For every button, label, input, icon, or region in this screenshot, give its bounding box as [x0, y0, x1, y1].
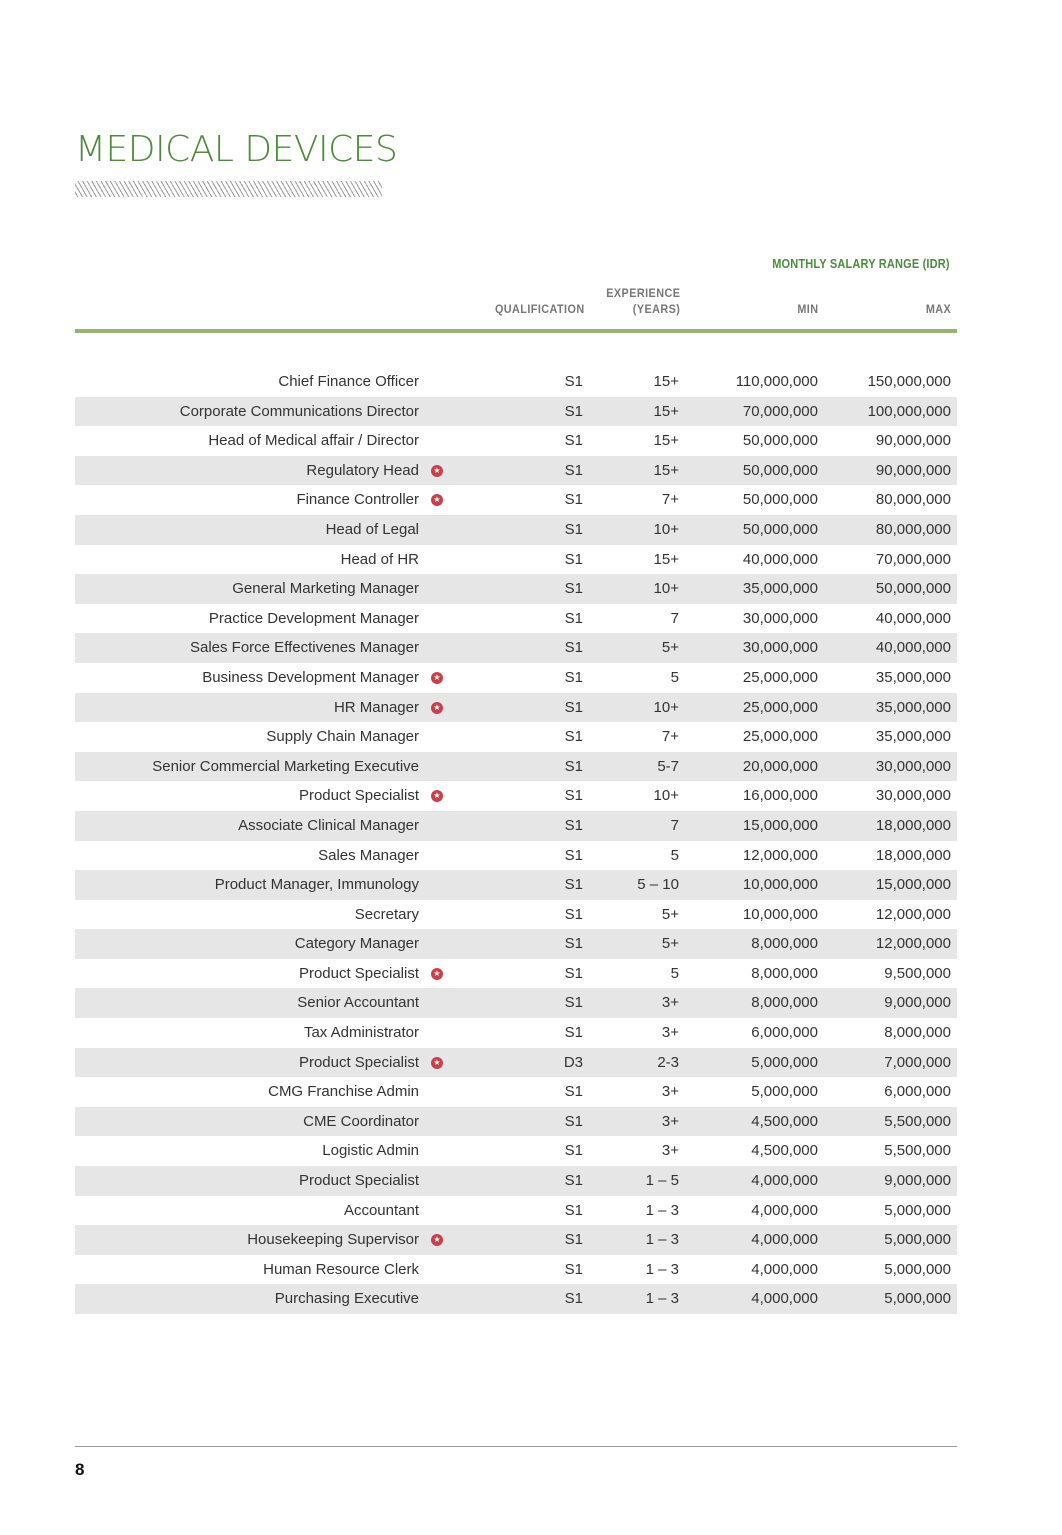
- footer-rule: [75, 1446, 957, 1447]
- min-salary-cell: 25,000,000: [742, 728, 818, 746]
- star-badge-icon: ★: [431, 968, 443, 980]
- job-title-cell: Product Specialist: [298, 787, 419, 805]
- max-salary-cell: 80,000,000: [875, 491, 951, 509]
- max-salary-cell: 50,000,000: [875, 580, 951, 598]
- experience-cell: 15+: [653, 550, 679, 568]
- column-header-qualification: QUALIFICATION: [495, 302, 585, 316]
- min-salary-cell: 4,000,000: [751, 1172, 818, 1190]
- experience-cell: 3+: [661, 1024, 679, 1042]
- job-title-cell: Senior Commercial Marketing Executive: [152, 757, 419, 775]
- column-header-experience-line1: EXPERIENCE: [605, 286, 680, 300]
- star-badge-icon: ★: [431, 1234, 443, 1246]
- max-salary-cell: 40,000,000: [875, 609, 951, 627]
- experience-cell: 7+: [661, 491, 679, 509]
- experience-cell: 3+: [661, 1142, 679, 1160]
- table-row: [75, 426, 957, 456]
- qualification-cell: S1: [564, 1260, 583, 1278]
- experience-cell: 10+: [653, 520, 679, 538]
- table-row: [75, 1077, 957, 1107]
- max-salary-cell: 5,500,000: [884, 1142, 951, 1160]
- experience-cell: 5: [670, 964, 679, 982]
- max-salary-cell: 35,000,000: [875, 728, 951, 746]
- max-salary-cell: 5,000,000: [884, 1260, 951, 1278]
- table-row: [75, 722, 957, 752]
- table-row: [75, 870, 957, 900]
- table-row: [75, 781, 957, 811]
- max-salary-cell: 35,000,000: [875, 668, 951, 686]
- max-salary-cell: 7,000,000: [884, 1053, 951, 1071]
- table-row: [75, 1225, 957, 1255]
- table-row: [75, 811, 957, 841]
- max-salary-cell: 40,000,000: [875, 639, 951, 657]
- qualification-cell: S1: [564, 491, 583, 509]
- table-row: [75, 959, 957, 989]
- experience-cell: 3+: [661, 1083, 679, 1101]
- job-title-cell: Sales Manager: [318, 846, 419, 864]
- max-salary-cell: 6,000,000: [884, 1083, 951, 1101]
- table-row: [75, 1018, 957, 1048]
- qualification-cell: S1: [564, 1290, 583, 1308]
- qualification-cell: S1: [564, 905, 583, 923]
- experience-cell: 10+: [653, 698, 679, 716]
- job-title-cell: Practice Development Manager: [208, 609, 419, 627]
- star-badge-icon: ★: [431, 790, 443, 802]
- qualification-cell: S1: [564, 964, 583, 982]
- qualification-cell: S1: [564, 728, 583, 746]
- job-title-cell: Product Specialist: [298, 1053, 419, 1071]
- max-salary-cell: 15,000,000: [875, 876, 951, 894]
- experience-cell: 7+: [661, 728, 679, 746]
- table-row: [75, 752, 957, 782]
- job-title-cell: Finance Controller: [296, 491, 419, 509]
- qualification-cell: S1: [564, 609, 583, 627]
- job-title-cell: Purchasing Executive: [274, 1290, 419, 1308]
- job-title-cell: Housekeeping Supervisor: [247, 1231, 419, 1249]
- star-badge-icon: ★: [431, 494, 443, 506]
- qualification-cell: S1: [564, 1231, 583, 1249]
- max-salary-cell: 100,000,000: [867, 402, 951, 420]
- job-title-cell: Accountant: [343, 1201, 419, 1219]
- qualification-cell: S1: [564, 1083, 583, 1101]
- max-salary-cell: 12,000,000: [875, 905, 951, 923]
- salary-range-group-header: MONTHLY SALARY RANGE (IDR): [772, 257, 950, 271]
- min-salary-cell: 4,000,000: [751, 1231, 818, 1249]
- experience-cell: 1 – 3: [645, 1260, 679, 1278]
- table-row: [75, 1107, 957, 1137]
- job-title-cell: Head of HR: [340, 550, 419, 568]
- table-row: [75, 900, 957, 930]
- job-title-cell: Tax Administrator: [303, 1024, 419, 1042]
- max-salary-cell: 5,500,000: [884, 1112, 951, 1130]
- experience-cell: 5+: [661, 639, 679, 657]
- experience-cell: 10+: [653, 787, 679, 805]
- job-title-cell: Product Manager, Immunology: [214, 876, 419, 894]
- qualification-cell: S1: [564, 698, 583, 716]
- experience-cell: 1 – 3: [645, 1201, 679, 1219]
- job-title-cell: Category Manager: [294, 935, 419, 953]
- experience-cell: 15+: [653, 402, 679, 420]
- qualification-cell: S1: [564, 1201, 583, 1219]
- job-title-cell: Secretary: [354, 905, 419, 923]
- experience-cell: 15+: [653, 432, 679, 450]
- min-salary-cell: 4,500,000: [751, 1142, 818, 1160]
- experience-cell: 7: [670, 816, 679, 834]
- experience-cell: 10+: [653, 580, 679, 598]
- table-row: [75, 456, 957, 486]
- experience-cell: 5: [670, 668, 679, 686]
- experience-cell: 3+: [661, 1112, 679, 1130]
- min-salary-cell: 10,000,000: [742, 876, 818, 894]
- min-salary-cell: 35,000,000: [742, 580, 818, 598]
- experience-cell: 7: [670, 609, 679, 627]
- min-salary-cell: 8,000,000: [751, 964, 818, 982]
- salary-table: [75, 367, 957, 1314]
- min-salary-cell: 4,000,000: [751, 1260, 818, 1278]
- table-row: [75, 1196, 957, 1226]
- experience-cell: 15+: [653, 461, 679, 479]
- experience-cell: 5+: [661, 935, 679, 953]
- qualification-cell: S1: [564, 402, 583, 420]
- min-salary-cell: 50,000,000: [742, 491, 818, 509]
- min-salary-cell: 15,000,000: [742, 816, 818, 834]
- qualification-cell: S1: [564, 580, 583, 598]
- max-salary-cell: 90,000,000: [875, 432, 951, 450]
- qualification-cell: S1: [564, 550, 583, 568]
- job-title-cell: Associate Clinical Manager: [238, 816, 419, 834]
- column-header-experience-line2: (YEARS): [632, 302, 680, 316]
- max-salary-cell: 150,000,000: [867, 373, 951, 390]
- min-salary-cell: 6,000,000: [751, 1024, 818, 1042]
- max-salary-cell: 5,000,000: [884, 1201, 951, 1219]
- max-salary-cell: 80,000,000: [875, 520, 951, 538]
- min-salary-cell: 5,000,000: [751, 1083, 818, 1101]
- min-salary-cell: 50,000,000: [742, 461, 818, 479]
- star-badge-icon: ★: [431, 672, 443, 684]
- min-salary-cell: 50,000,000: [742, 520, 818, 538]
- qualification-cell: S1: [564, 1024, 583, 1042]
- page-title: MEDICAL DEVICES: [75, 129, 398, 170]
- min-salary-cell: 25,000,000: [742, 668, 818, 686]
- header-rule: [75, 329, 957, 333]
- job-title-cell: Product Specialist: [298, 964, 419, 982]
- qualification-cell: S1: [564, 432, 583, 450]
- max-salary-cell: 12,000,000: [875, 935, 951, 953]
- min-salary-cell: 25,000,000: [742, 698, 818, 716]
- min-salary-cell: 8,000,000: [751, 935, 818, 953]
- table-row: [75, 604, 957, 634]
- qualification-cell: S1: [564, 816, 583, 834]
- job-title-cell: Regulatory Head: [306, 461, 419, 479]
- job-title-cell: HR Manager: [333, 698, 419, 716]
- table-row: [75, 1048, 957, 1078]
- job-title-cell: Business Development Manager: [202, 668, 419, 686]
- min-salary-cell: 10,000,000: [742, 905, 818, 923]
- max-salary-cell: 9,000,000: [884, 1172, 951, 1190]
- experience-cell: 5-7: [657, 757, 679, 775]
- table-row: [75, 485, 957, 515]
- min-salary-cell: 4,000,000: [751, 1201, 818, 1219]
- job-title-cell: Head of Medical affair / Director: [208, 432, 419, 450]
- qualification-cell: S1: [564, 1172, 583, 1190]
- job-title-cell: Corporate Communications Director: [179, 402, 419, 420]
- table-row: [75, 515, 957, 545]
- min-salary-cell: 110,000,000: [735, 373, 818, 390]
- min-salary-cell: 50,000,000: [742, 432, 818, 450]
- job-title-cell: Supply Chain Manager: [266, 728, 419, 746]
- table-row: [75, 693, 957, 723]
- column-header-max: MAX: [925, 302, 951, 316]
- star-badge-icon: ★: [431, 1057, 443, 1069]
- table-row: [75, 663, 957, 693]
- star-badge-icon: ★: [431, 465, 443, 477]
- max-salary-cell: 9,000,000: [884, 994, 951, 1012]
- min-salary-cell: 5,000,000: [751, 1053, 818, 1071]
- min-salary-cell: 70,000,000: [742, 402, 818, 420]
- table-row: [75, 574, 957, 604]
- hatched-divider: [75, 181, 382, 197]
- job-title-cell: Head of Legal: [325, 520, 419, 538]
- min-salary-cell: 30,000,000: [742, 609, 818, 627]
- job-title-cell: CMG Franchise Admin: [268, 1083, 419, 1101]
- qualification-cell: S1: [564, 876, 583, 894]
- job-title-cell: Product Specialist: [298, 1172, 419, 1190]
- star-badge-icon: ★: [431, 702, 443, 714]
- min-salary-cell: 16,000,000: [742, 787, 818, 805]
- table-row: [75, 397, 957, 427]
- table-row: [75, 1136, 957, 1166]
- qualification-cell: D3: [563, 1053, 583, 1071]
- qualification-cell: S1: [564, 757, 583, 775]
- table-row: [75, 988, 957, 1018]
- experience-cell: 5 – 10: [637, 876, 679, 894]
- experience-cell: 2-3: [657, 1053, 679, 1071]
- job-title-cell: Senior Accountant: [297, 994, 419, 1012]
- table-row: [75, 929, 957, 959]
- job-title-cell: General Marketing Manager: [232, 580, 419, 598]
- qualification-cell: S1: [564, 668, 583, 686]
- experience-cell: 1 – 3: [645, 1290, 679, 1308]
- experience-cell: 1 – 3: [645, 1231, 679, 1249]
- min-salary-cell: 8,000,000: [751, 994, 818, 1012]
- max-salary-cell: 35,000,000: [875, 698, 951, 716]
- max-salary-cell: 8,000,000: [884, 1024, 951, 1042]
- max-salary-cell: 30,000,000: [875, 787, 951, 805]
- qualification-cell: S1: [564, 846, 583, 864]
- max-salary-cell: 18,000,000: [875, 816, 951, 834]
- column-header-min: MIN: [796, 302, 818, 316]
- table-row: [75, 841, 957, 871]
- qualification-cell: S1: [564, 1142, 583, 1160]
- job-title-cell: Human Resource Clerk: [263, 1260, 419, 1278]
- experience-cell: 5+: [661, 905, 679, 923]
- job-title-cell: Chief Finance Officer: [278, 373, 419, 390]
- qualification-cell: S1: [564, 787, 583, 805]
- min-salary-cell: 12,000,000: [742, 846, 818, 864]
- table-row: [75, 545, 957, 575]
- max-salary-cell: 5,000,000: [884, 1231, 951, 1249]
- table-row: [75, 367, 957, 397]
- table-row: [75, 1166, 957, 1196]
- column-header-experience: [606, 285, 680, 317]
- max-salary-cell: 90,000,000: [875, 461, 951, 479]
- max-salary-cell: 9,500,000: [884, 964, 951, 982]
- qualification-cell: S1: [564, 994, 583, 1012]
- min-salary-cell: 20,000,000: [742, 757, 818, 775]
- page-number: 8: [75, 1460, 85, 1479]
- min-salary-cell: 30,000,000: [742, 639, 818, 657]
- experience-cell: 15+: [653, 373, 679, 390]
- job-title-cell: Sales Force Effectivenes Manager: [189, 639, 419, 657]
- max-salary-cell: 18,000,000: [875, 846, 951, 864]
- qualification-cell: S1: [564, 1112, 583, 1130]
- job-title-cell: CME Coordinator: [303, 1112, 419, 1130]
- table-row: [75, 1284, 957, 1314]
- experience-cell: 5: [670, 846, 679, 864]
- qualification-cell: S1: [564, 935, 583, 953]
- min-salary-cell: 4,000,000: [751, 1290, 818, 1308]
- table-row: [75, 1255, 957, 1285]
- max-salary-cell: 5,000,000: [884, 1290, 951, 1308]
- qualification-cell: S1: [564, 520, 583, 538]
- max-salary-cell: 70,000,000: [875, 550, 951, 568]
- min-salary-cell: 4,500,000: [751, 1112, 818, 1130]
- table-row: [75, 633, 957, 663]
- min-salary-cell: 40,000,000: [742, 550, 818, 568]
- qualification-cell: S1: [564, 639, 583, 657]
- max-salary-cell: 30,000,000: [875, 757, 951, 775]
- qualification-cell: S1: [564, 373, 583, 390]
- experience-cell: 1 – 5: [645, 1172, 679, 1190]
- qualification-cell: S1: [564, 461, 583, 479]
- experience-cell: 3+: [661, 994, 679, 1012]
- job-title-cell: Logistic Admin: [322, 1142, 419, 1160]
